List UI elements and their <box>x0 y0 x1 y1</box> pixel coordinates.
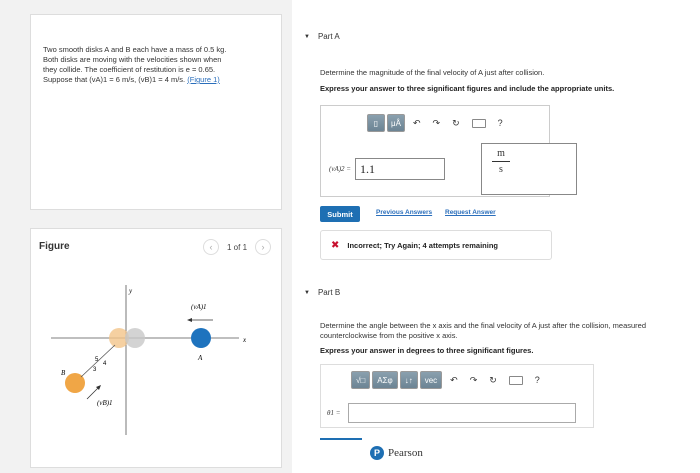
part-b-header[interactable] <box>304 288 340 297</box>
problem-statement <box>43 45 275 85</box>
footer-divider <box>320 438 362 440</box>
incorrect-icon: ✖ <box>331 239 340 251</box>
value-input[interactable]: 1.1 <box>355 158 445 180</box>
part-a-question: Determine the magnitude of the final velocity of A just after collision. <box>320 68 545 77</box>
previous-answers-link[interactable]: Previous Answers <box>376 209 433 216</box>
problem-line: Suppose that (vA)1 = 6 m/s, (vB)1 = 4 m/s. (Figure 1) <box>43 75 220 84</box>
caret-down-icon[interactable]: ▼ <box>304 33 310 40</box>
unit-fraction: m s <box>492 148 510 175</box>
figure-title: Figure <box>39 241 70 252</box>
figure-pager <box>203 239 271 255</box>
part-a-equation <box>329 158 445 180</box>
answer-column <box>292 0 700 473</box>
sqrt-button[interactable]: √□ <box>351 371 370 389</box>
part-b-question: Determine the angle between the x axis and the final velocity of A just after the collision, measured counterclockwise from the positive x axis. <box>320 321 647 340</box>
unit-input[interactable] <box>481 143 577 195</box>
part-b-title: Part B <box>317 288 341 297</box>
part-a-instruction: Express your answer to three significant figures and include the appropriate units. <box>320 84 615 93</box>
submit-button[interactable]: Submit <box>320 206 360 222</box>
slope-side: 4 <box>103 361 107 367</box>
brand-name: Pearson <box>388 447 423 459</box>
part-b-instruction: Express your answer in degrees to three significant figures. <box>320 346 534 355</box>
caret-down-icon[interactable]: ▼ <box>304 289 310 296</box>
part-a-title: Part A <box>317 32 340 41</box>
part-b-equation <box>327 403 576 423</box>
arrows-button[interactable]: ↓↑ <box>400 371 418 389</box>
reset-icon[interactable]: ↻ <box>489 374 497 385</box>
disk-contact-a <box>125 328 145 348</box>
problem-line: they collide. The coefficient of restitution is e = 0.65. <box>43 65 216 74</box>
part-a-answer-box <box>320 105 550 197</box>
reset-icon[interactable]: ↻ <box>452 117 460 128</box>
problem-panel <box>30 14 282 210</box>
feedback-banner <box>320 230 552 260</box>
vec-button[interactable]: vec <box>420 371 442 389</box>
va2-label: (vA)2 = <box>329 165 352 173</box>
pearson-logo <box>370 446 423 460</box>
units-button[interactable]: μÅ <box>387 114 405 132</box>
help-icon[interactable]: ? <box>497 118 503 128</box>
collision-diagram <box>31 265 283 465</box>
feedback-text: Incorrect; Try Again; 4 attempts remaining <box>347 240 498 250</box>
templates-button[interactable]: ▯ <box>367 114 385 132</box>
pearson-icon: P <box>370 446 384 460</box>
vb-label: (vB)1 <box>97 399 113 407</box>
problem-line: Both disks are moving with the velocities shown when <box>43 55 222 64</box>
disk-b-label: B <box>61 369 66 377</box>
math-toolbar <box>367 114 503 132</box>
theta-label: θ1 = <box>327 409 341 417</box>
disk-a-label: A <box>198 354 203 362</box>
figure-link[interactable]: (Figure 1) <box>187 75 220 84</box>
help-icon[interactable]: ? <box>534 375 540 385</box>
request-answer-link[interactable]: Request Answer <box>445 209 496 216</box>
page-count: 1 of 1 <box>227 242 248 252</box>
slope-top: 5 <box>95 357 99 363</box>
y-axis-label: y <box>129 287 133 295</box>
redo-icon[interactable]: ↷ <box>469 374 478 385</box>
undo-icon[interactable]: ↶ <box>413 117 421 128</box>
figure-panel <box>30 228 282 468</box>
math-toolbar-b <box>351 371 540 389</box>
part-b-answer-box <box>320 364 594 428</box>
part-a-header[interactable] <box>304 32 340 41</box>
slope-bottom: 3 <box>93 367 97 373</box>
keyboard-icon[interactable] <box>472 119 486 128</box>
chevron-right-icon[interactable]: › <box>255 239 271 255</box>
va-label: (vA)1 <box>191 303 207 311</box>
va-arrowhead <box>187 318 192 322</box>
disk-a <box>191 328 211 348</box>
x-axis-label: x <box>243 336 247 344</box>
greek-button[interactable]: ΑΣφ <box>372 371 397 389</box>
undo-icon[interactable]: ↶ <box>450 374 458 385</box>
problem-line: Two smooth disks A and B each have a mass of 0.5 kg. <box>43 45 227 54</box>
keyboard-icon[interactable] <box>509 376 523 385</box>
chevron-left-icon[interactable]: ‹ <box>203 239 219 255</box>
vb-arrow <box>87 387 99 399</box>
redo-icon[interactable]: ↷ <box>432 117 441 128</box>
theta-input[interactable] <box>348 403 576 423</box>
